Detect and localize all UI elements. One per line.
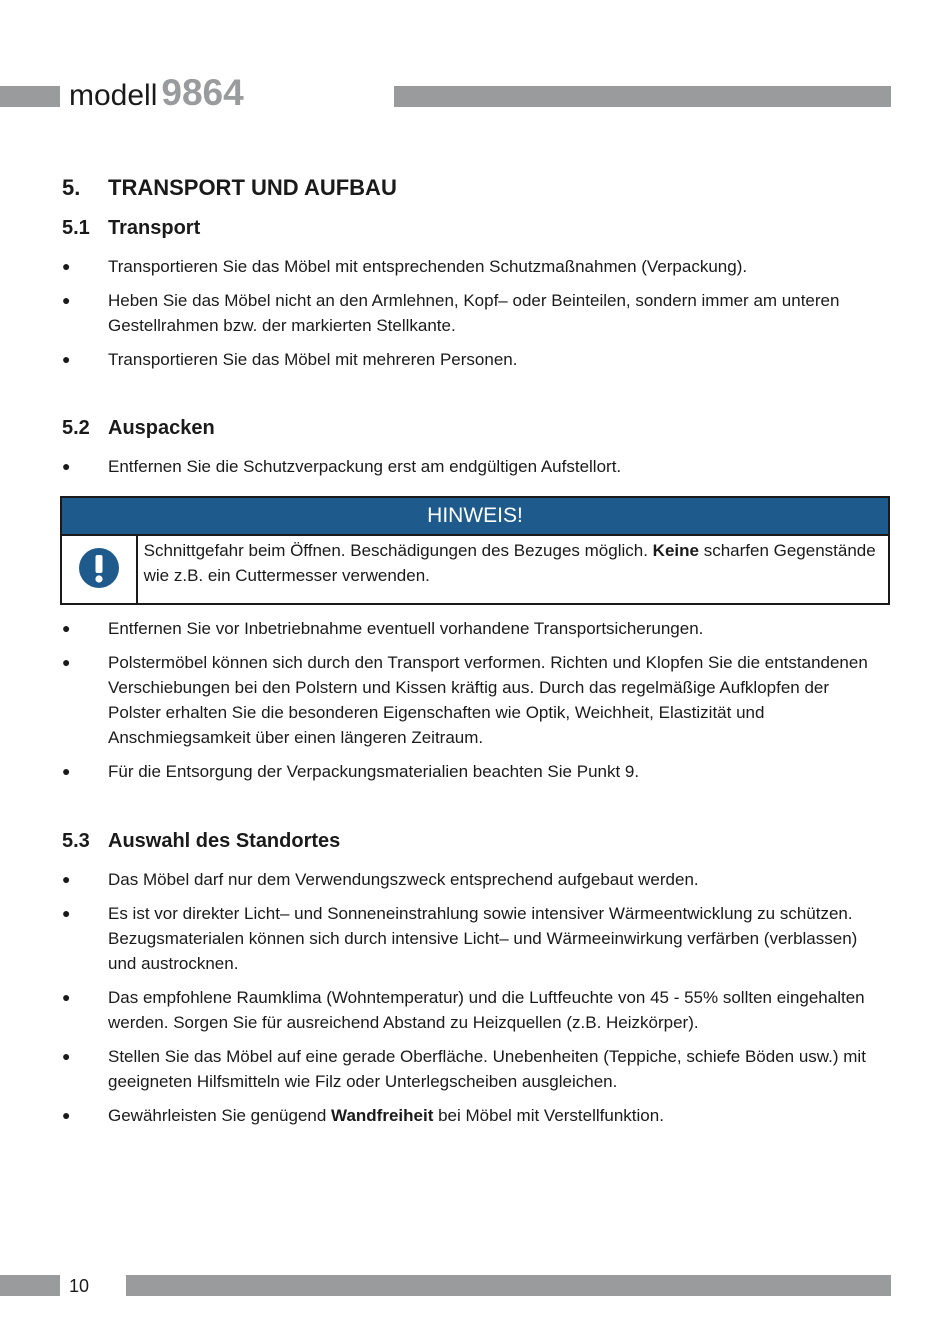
section-5-heading <box>62 175 397 201</box>
footer-bar-right <box>126 1275 891 1296</box>
list-item: ● Für die Entsorgung der Verpackungsmaterialien beachten Sie Punkt 9. <box>62 759 872 784</box>
unpacking-list-before <box>62 454 872 488</box>
section-title: Auswahl des Standortes <box>108 830 341 852</box>
section-title: Auspacken <box>108 417 215 439</box>
bullet-icon: ● <box>62 763 71 779</box>
notice-emphasis: Keine <box>652 541 699 560</box>
list-item: ● Transportieren Sie das Möbel mit mehreren Personen. <box>62 347 872 372</box>
bullet-icon: ● <box>62 1107 71 1123</box>
list-item: ● Transportieren Sie das Möbel mit entsprechenden Schutzmaßnahmen (Verpackung). <box>62 254 872 279</box>
list-item: ● Stellen Sie das Möbel auf eine gerade Oberfläche. Unebenheiten (Teppiche, schiefe Böden usw.) mit geeigneten Hilfsmitteln wie Filz oder Unterlegscheiben ausgleichen. <box>62 1044 872 1094</box>
section-5-3-heading <box>62 830 340 853</box>
list-item: ● Heben Sie das Möbel nicht an den Armlehnen, Kopf– oder Beinteilen, sondern immer am unteren Gestellrahmen bzw. der markierten Stellkante. <box>62 288 872 338</box>
notice-box <box>60 496 890 605</box>
header-bar-right <box>394 86 891 107</box>
section-5-2-heading <box>62 417 215 440</box>
bullet-icon: ● <box>62 905 71 921</box>
unpacking-list-after <box>62 616 872 793</box>
notice-icon-cell <box>62 536 138 605</box>
bullet-icon: ● <box>62 871 71 887</box>
model-number: 9864 <box>161 72 244 113</box>
section-number: 5.2 <box>62 417 90 439</box>
notice-body <box>62 536 888 605</box>
section-number: 5.3 <box>62 830 90 852</box>
section-title: TRANSPORT UND AUFBAU <box>108 175 397 200</box>
list-item: ● Das Möbel darf nur dem Verwendungszweck entsprechend aufgebaut werden. <box>62 867 872 892</box>
list-item: ● Entfernen Sie vor Inbetriebnahme eventuell vorhandene Transportsicherungen. <box>62 616 872 641</box>
section-5-1-heading <box>62 217 200 240</box>
section-title: Transport <box>108 217 201 239</box>
bullet-icon: ● <box>62 458 71 474</box>
exclamation-circle-icon <box>78 547 120 594</box>
page-number: 10 <box>69 1276 90 1296</box>
bullet-icon: ● <box>62 654 71 670</box>
list-item: ● Es ist vor direkter Licht– und Sonneneinstrahlung sowie intensiver Wärmeentwicklung zu schützen. Bezugsmaterialen können sich durch intensive Licht– und Wärmeeinwirkung verfärben (verblassen) und austrocknen. <box>62 901 872 976</box>
section-number: 5. <box>62 175 81 200</box>
notice-title: HINWEIS! <box>62 498 888 536</box>
footer-bar-left <box>0 1275 60 1296</box>
transport-list <box>62 254 872 381</box>
brand-word: modell <box>69 79 158 112</box>
bullet-icon: ● <box>62 1048 71 1064</box>
bullet-icon: ● <box>62 620 71 636</box>
location-list <box>62 867 872 1137</box>
bullet-icon: ● <box>62 292 71 308</box>
section-number: 5.1 <box>62 217 90 239</box>
header-bar-left <box>0 86 60 107</box>
bullet-icon: ● <box>62 351 71 367</box>
list-item: ● Entfernen Sie die Schutzverpackung erst am endgültigen Aufstellort. <box>62 454 872 479</box>
notice-text: Schnittgefahr beim Öffnen. Beschädigungen des Bezuges möglich. Keine scharfen Gegenstände wie z.B. ein Cuttermesser verwenden. <box>143 541 876 585</box>
list-item: ● Gewährleisten Sie genügend Wandfreiheit bei Möbel mit Verstellfunktion. <box>62 1103 872 1128</box>
bullet-icon: ● <box>62 258 71 274</box>
bullet-icon: ● <box>62 989 71 1005</box>
brand-title <box>69 72 244 114</box>
list-item: ● Das empfohlene Raumklima (Wohntemperatur) und die Luftfeuchte von 45 - 55% sollten eingehalten werden. Sorgen Sie für ausreichend Abstand zu Heizquellen (z.B. Heizkörper). <box>62 985 872 1035</box>
emphasis: Wandfreiheit <box>331 1106 434 1125</box>
list-item: ● Polstermöbel können sich durch den Transport verformen. Richten und Klopfen Sie die entstandenen Verschiebungen bei den Polstern und Kissen kräftig aus. Durch das regelmäßige Aufklopfen der Polster erhalten Sie die besonderen Eigenschaften wie Optik, Weichheit, Elastizität und Anschmiegsamkeit über einen längeren Zeitraum. <box>62 650 872 750</box>
